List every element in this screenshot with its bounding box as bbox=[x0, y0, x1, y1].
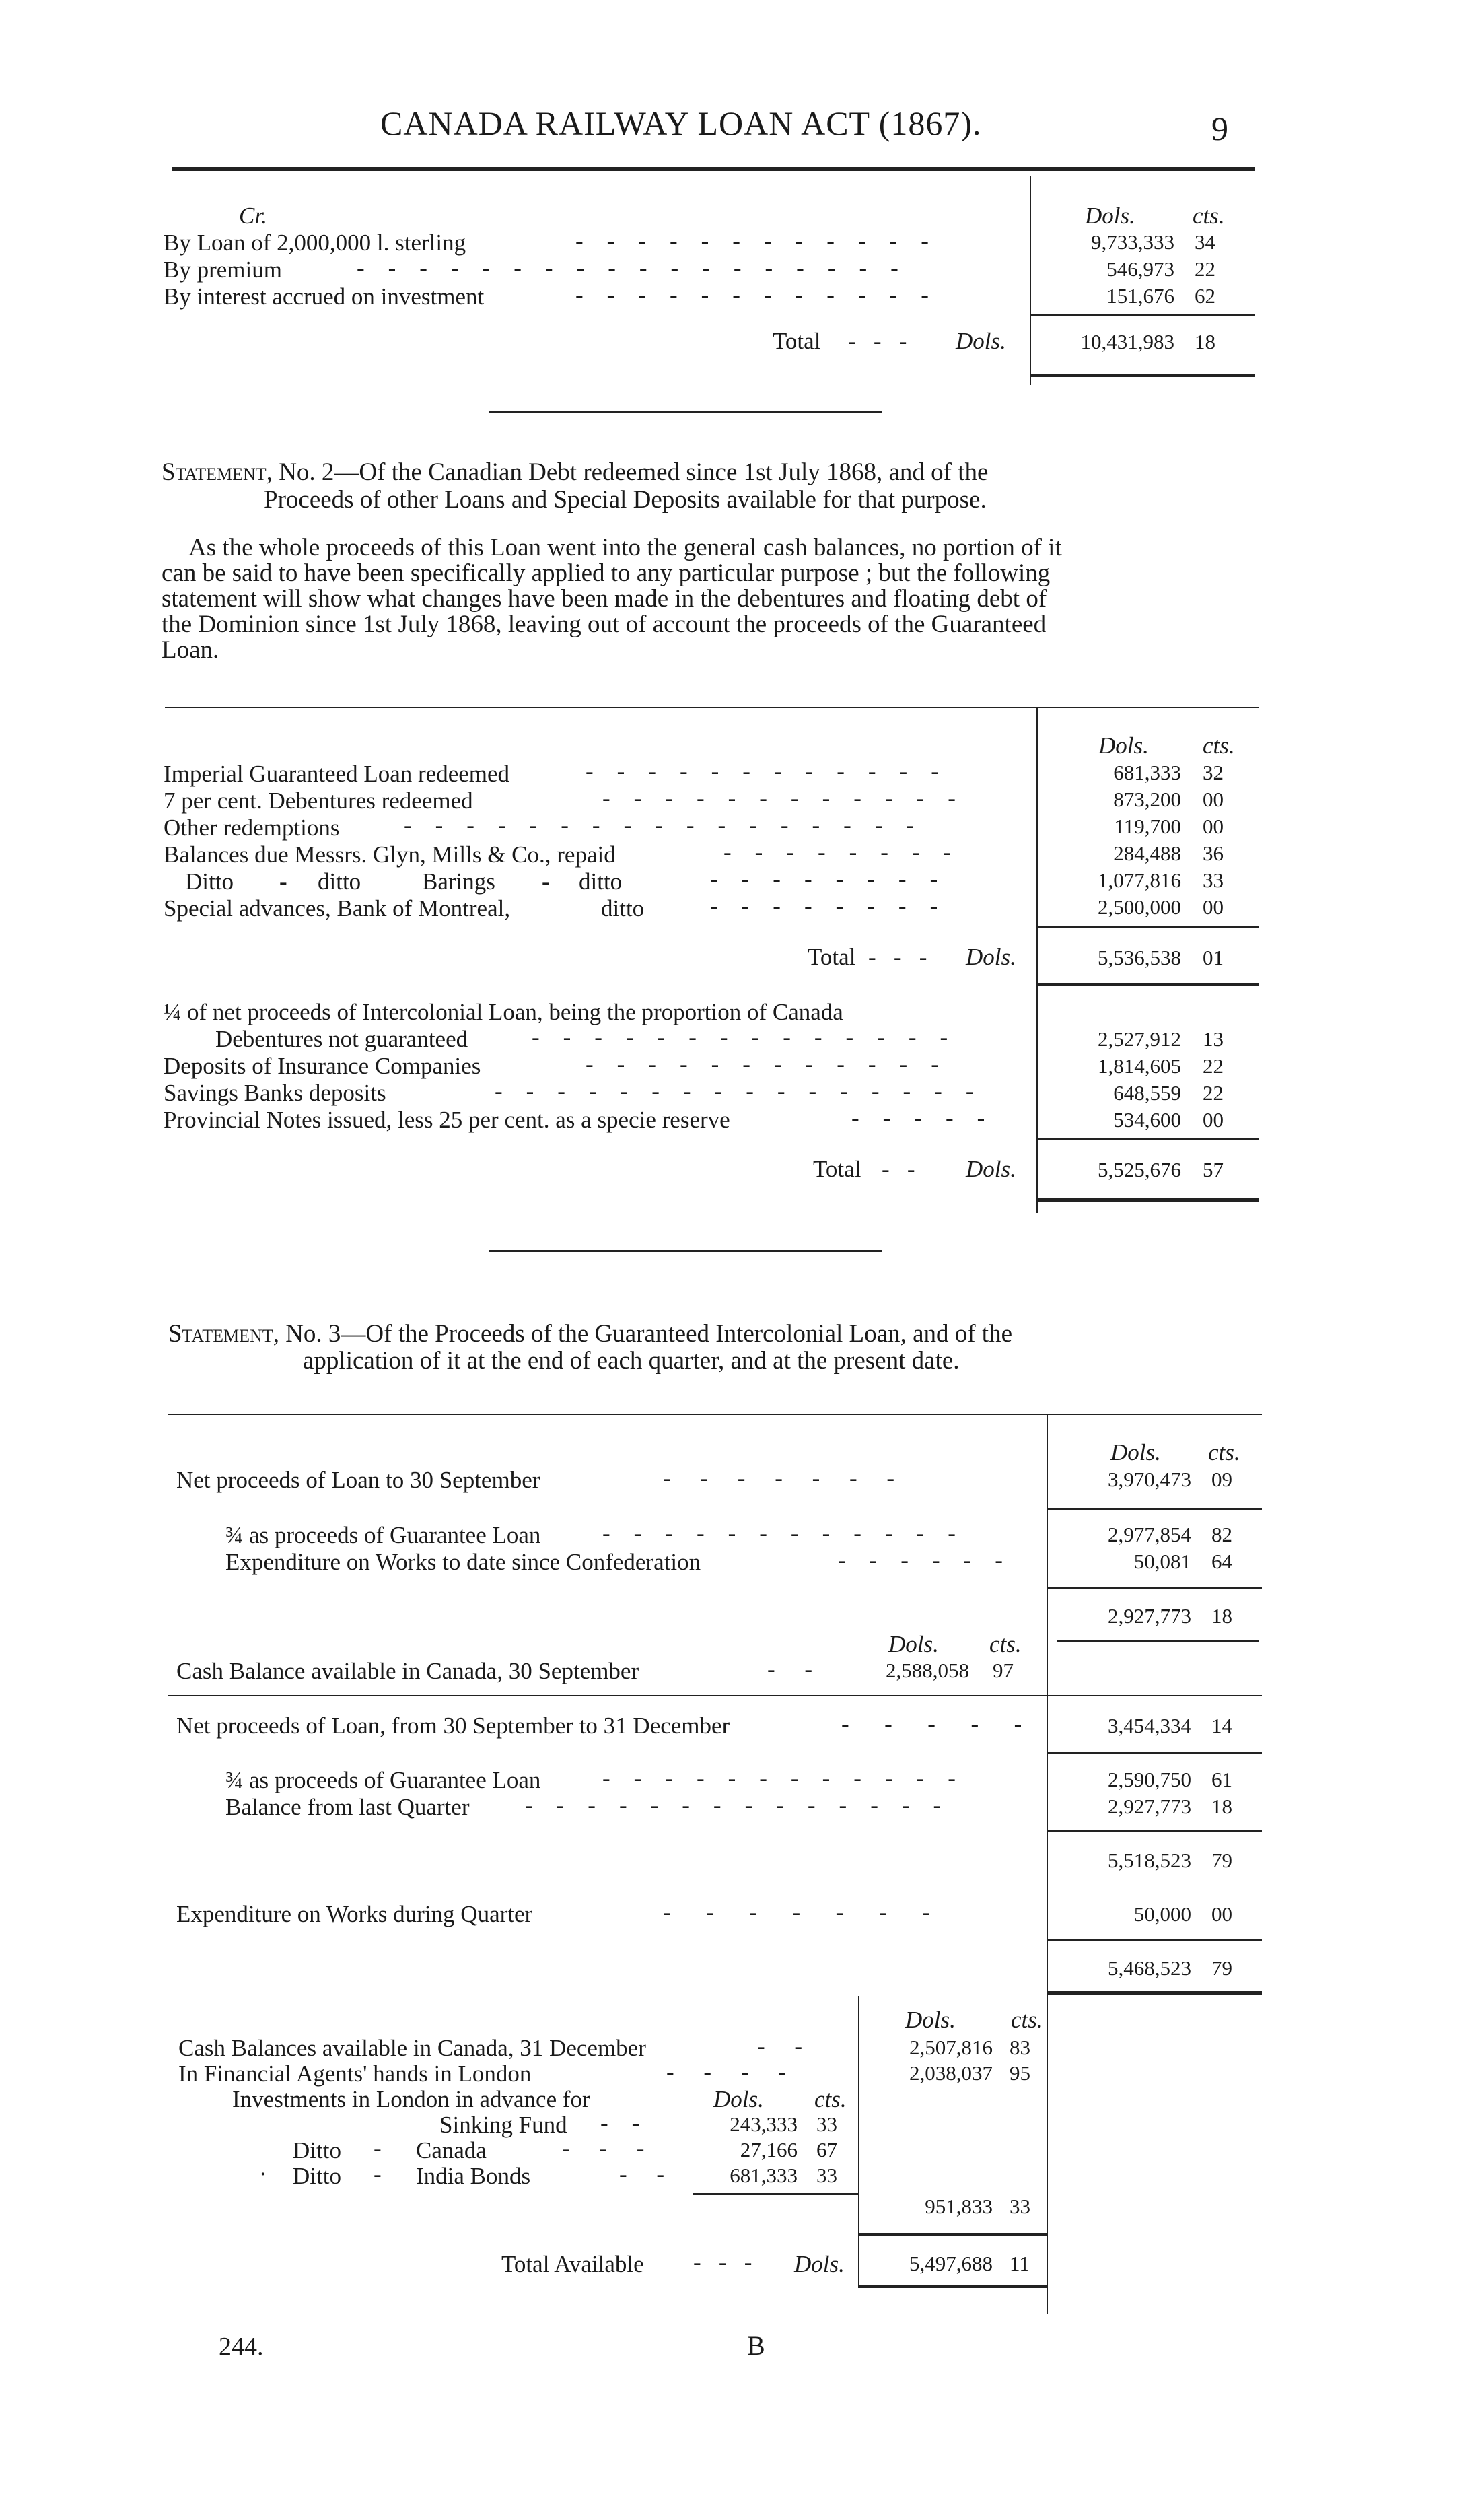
statement3-subtotal3: 5,468,523 bbox=[1108, 1956, 1191, 1980]
section-divider bbox=[489, 411, 882, 413]
statement3-investments-total: 951,833 bbox=[925, 2194, 993, 2218]
page-number: 9 bbox=[1211, 110, 1229, 147]
page-title: CANADA RAILWAY LOAN ACT (1867). bbox=[380, 104, 982, 142]
statement3-heading-line2: application of it at the end of each quarter, and at the present date. bbox=[303, 1347, 960, 1375]
statement2-total1: 5,536,538 bbox=[1098, 946, 1181, 969]
cr-total-value: 10,431,983 bbox=[1080, 330, 1174, 353]
statement2-heading: Statement, No. 2—Of the Canadian Debt redeemed since 1st July 1868, and of the bbox=[162, 458, 989, 486]
cr-label: Cr. bbox=[239, 203, 267, 229]
statement2-heading-line2: Proceeds of other Loans and Special Deposits available for that purpose. bbox=[264, 486, 987, 514]
cr-col-cts: cts. bbox=[1193, 203, 1225, 229]
statement3-total-available: 5,497,688 bbox=[909, 2252, 993, 2275]
cr-total-label: Total bbox=[773, 328, 821, 354]
cr-col-dols: Dols. bbox=[1085, 203, 1135, 229]
statement3-subtotal2: 5,518,523 bbox=[1108, 1848, 1191, 1872]
signature-mark: B bbox=[747, 2330, 765, 2361]
statement3-heading: Statement, No. 3—Of the Proceeds of the Guaranteed Intercolonial Loan, and of the bbox=[168, 1320, 1013, 1348]
section-divider bbox=[489, 1250, 882, 1252]
header-rule bbox=[172, 167, 1255, 171]
statement2-total2: 5,525,676 bbox=[1098, 1158, 1181, 1181]
footer-number: 244. bbox=[219, 2332, 264, 2361]
statement3-subtotal1: 2,927,773 bbox=[1108, 1604, 1191, 1628]
